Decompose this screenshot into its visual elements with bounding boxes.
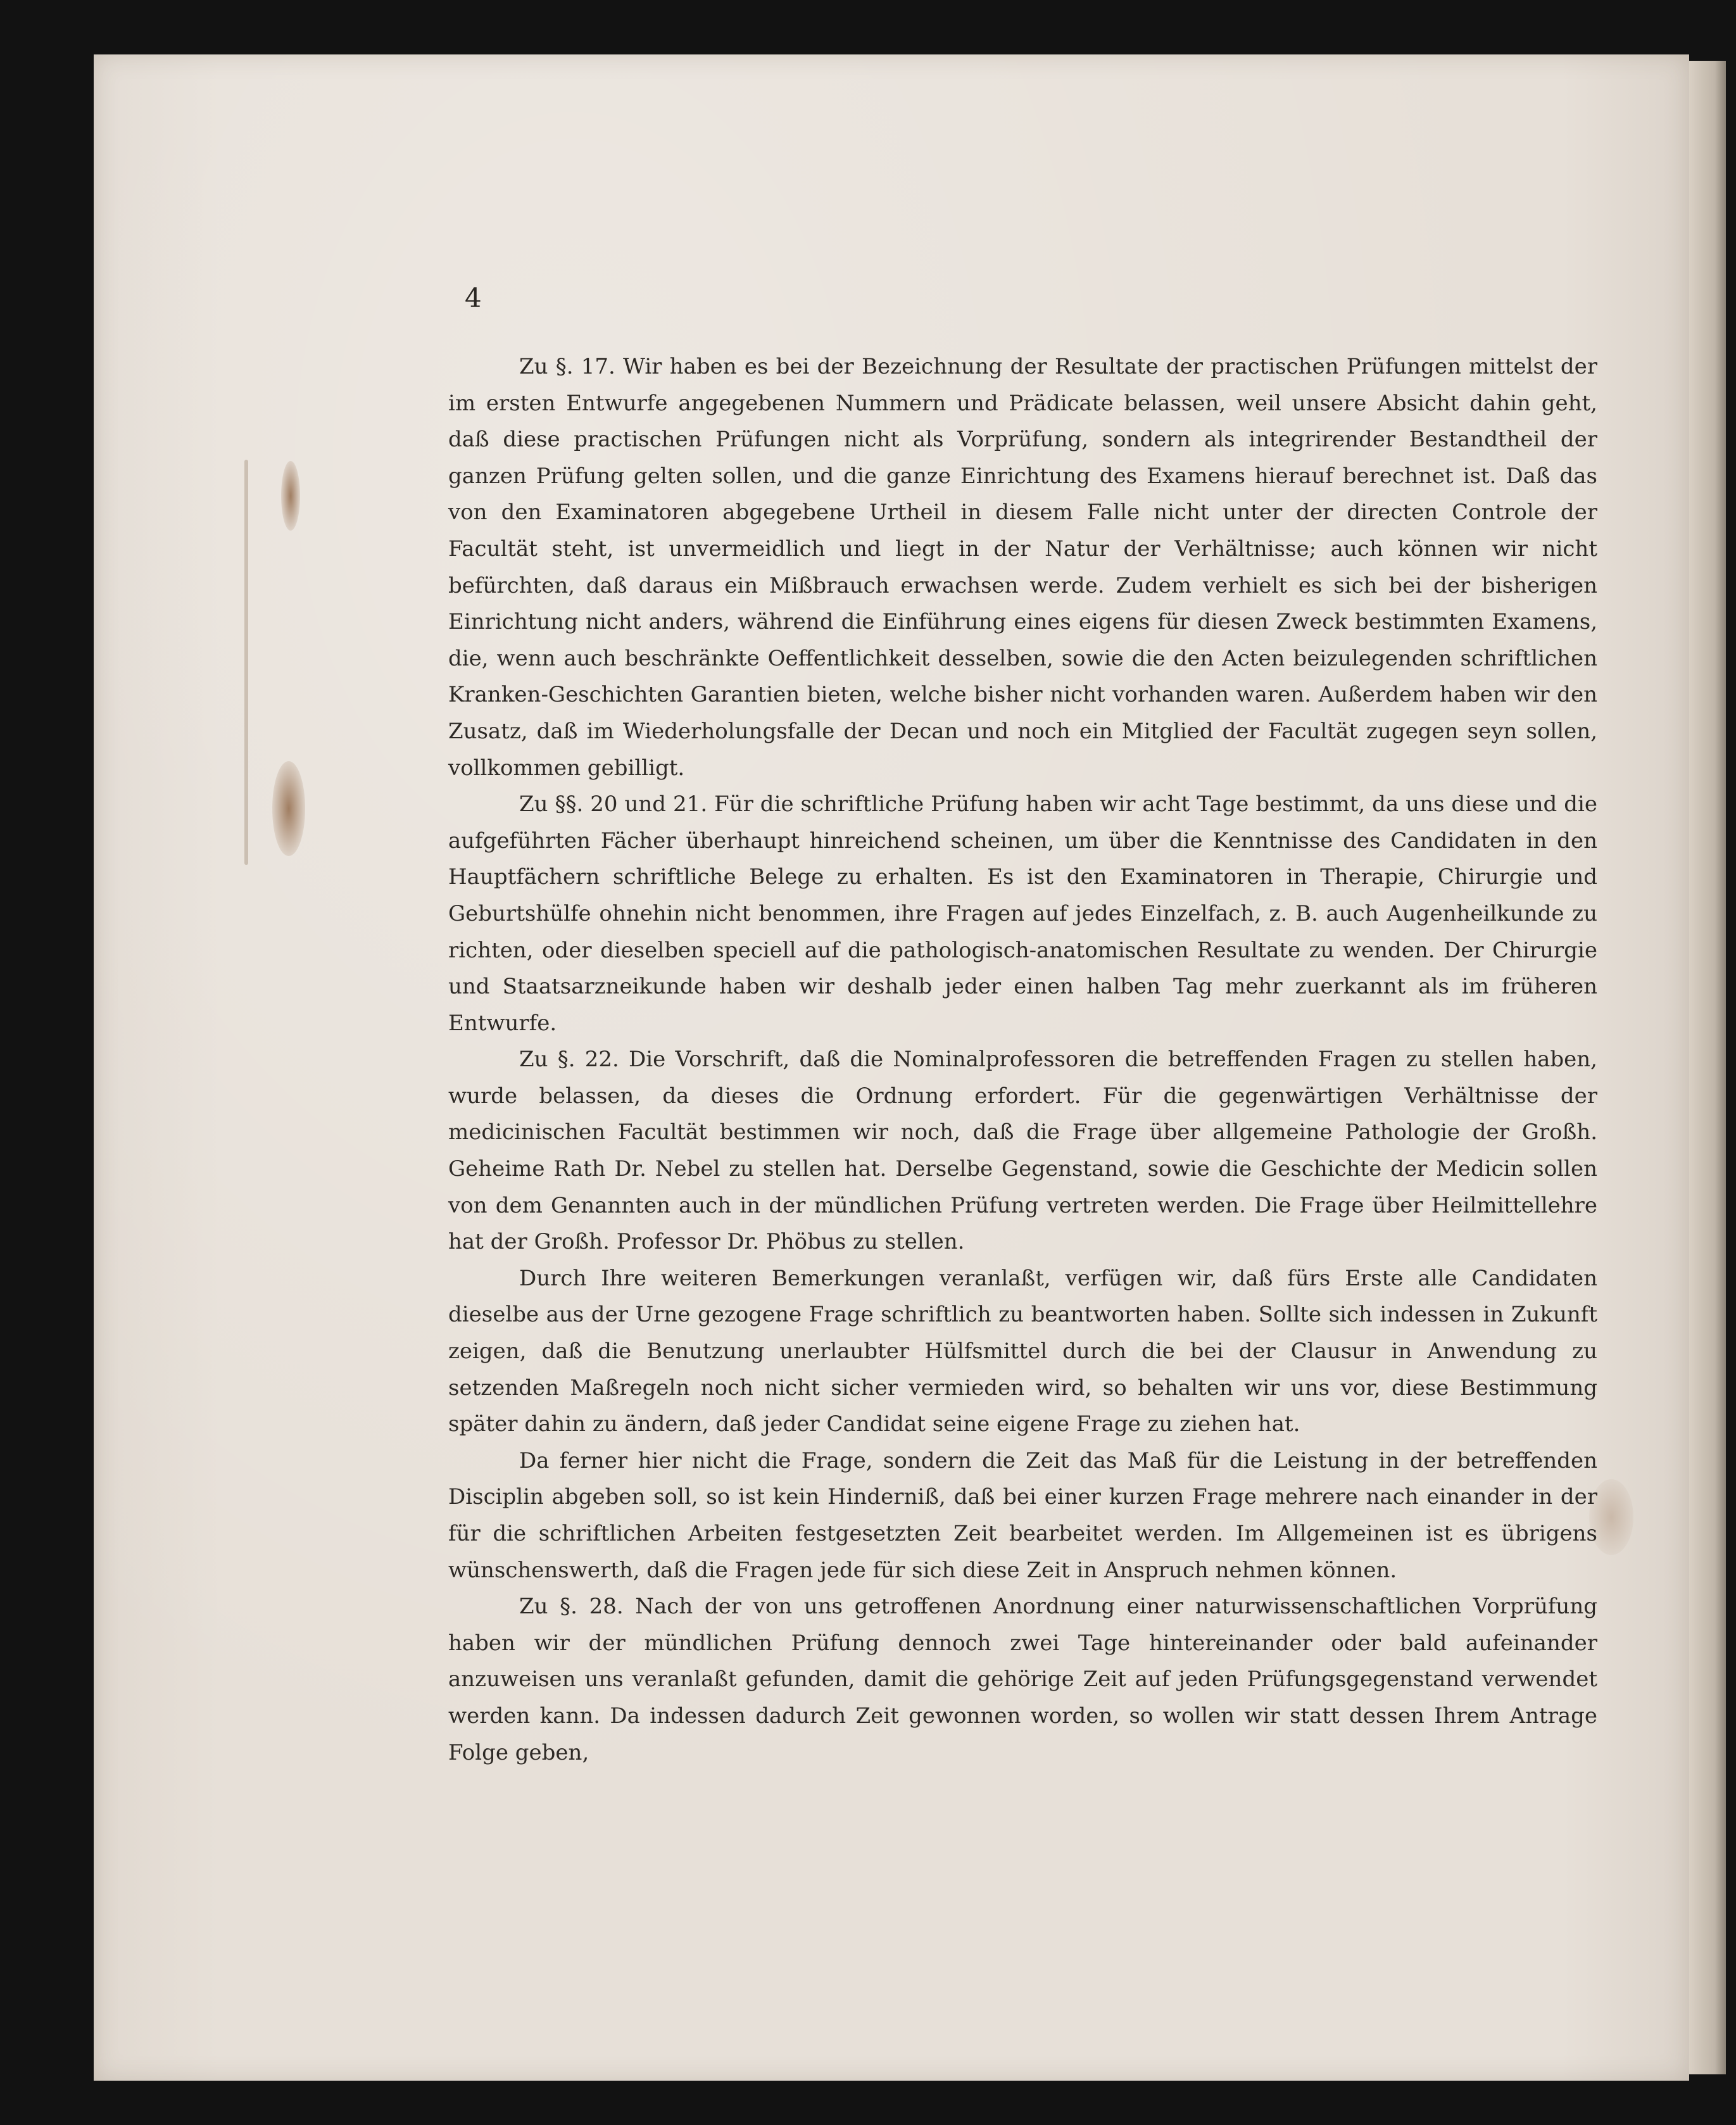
paragraph-17: Zu §. 17. Wir haben es bei der Bezeichnung der Resultate der practischen Prüfungen mittelst der im ersten Entwurfe angegebenen Nummern und Prädicate belassen, weil unsere Absicht dahin geht, daß diese practischen Prüfungen nicht als Vorprüfung, sondern als integrirender Bestandtheil der ganzen Prüfung gelten sollen, und die ganze Einrichtung des Examens hierauf berechnet ist. Daß das von den Examinatoren abgegebene Urtheil in diesem Falle nicht unter der directen Controle der Facultät steht, ist unvermeidlich und liegt in der Natur der Verhältnisse; auch können wir nicht befürchten, daß daraus ein Mißbrauch erwachsen werde. Zudem verhielt es sich bei der bisherigen Einrichtung nicht anders, während die Einführung eines eigens für diesen Zweck bestimmten Examens, die, wenn auch beschränkte Oeffentlichkeit desselben, sowie die den Acten beizulegenden schriftlichen Kranken-Geschichten Garantien bieten, welche bisher nicht vorhanden waren. Außerdem haben wir den Zusatz, daß im Wiederholungsfalle der Decan und noch ein Mitglied der Facultät zugegen seyn sollen, vollkommen gebilligt.: [448, 354, 1597, 781]
paragraph-28: Zu §. 28. Nach der von uns getroffenen Anordnung einer naturwissenschaftlichen Vorprüfung haben wir der mündlichen Prüfung dennoch zwei Tage hintereinander oder bald aufeinander anzuweisen uns veranlaßt gefunden, damit die gehörige Zeit auf jeden Prüfungsgegenstand verwendet werden kann. Da indessen dadurch Zeit gewonnen worden, so wollen wir statt dessen Ihrem Antrage Folge geben,: [448, 1594, 1597, 1765]
document-page: [94, 54, 1689, 2081]
ink-stain: [244, 460, 248, 865]
paragraph-candidates: Durch Ihre weiteren Bemerkungen veranlaßt, verfügen wir, daß fürs Erste alle Candidaten dieselbe aus der Urne gezogene Frage schriftlich zu beantworten haben. Sollte sich indessen in Zukunft zeigen, daß die Benutzung unerlaubter Hülfsmittel durch die bei der Clausur in Anwendung zu setzenden Maßregeln noch nicht sicher vermieden wird, so behalten wir uns vor, diese Bestimmung später dahin zu ändern, daß jeder Candidat seine eigene Frage zu ziehen hat.: [448, 1265, 1597, 1437]
paragraph-time: Da ferner hier nicht die Frage, sondern die Zeit das Maß für die Leistung in der betreffenden Disciplin abgeben soll, so ist kein Hinderniß, daß bei einer kurzen Frage mehrere nach einander in der für die schriftlichen Arbeiten festgesetzten Zeit bearbeitet werden. Im Allgemeinen ist es übrigens wünschenswerth, daß die Fragen jede für sich diese Zeit in Anspruch nehmen können.: [448, 1447, 1597, 1583]
ink-stain: [281, 461, 300, 531]
ink-stain: [272, 761, 305, 856]
page-number: 4: [465, 282, 482, 313]
body-text: [448, 349, 1597, 1771]
paragraph-20-21: Zu §§. 20 und 21. Für die schriftliche Prüfung haben wir acht Tage bestimmt, da uns diese und die aufgeführten Fächer überhaupt hinreichend scheinen, um über die Kenntnisse des Candidaten in den Hauptfächern schriftliche Belege zu erhalten. Es ist den Examinatoren in Therapie, Chirurgie und Geburtshülfe ohnehin nicht benommen, ihre Fragen auf jedes Einzelfach, z. B. auch Augenheilkunde zu richten, oder dieselben speciell auf die pathologisch-anatomischen Resultate zu wenden. Der Chirurgie und Staatsarzneikunde haben wir deshalb jeder einen halben Tag mehr zuerkannt als im früheren Entwurfe.: [448, 791, 1597, 1036]
page-edge: [1689, 61, 1726, 2074]
paragraph-22: Zu §. 22. Die Vorschrift, daß die Nominalprofessoren die betreffenden Fragen zu stellen haben, wurde belassen, da dieses die Ordnung erfordert. Für die gegenwärtigen Verhältnisse der medicinischen Facultät bestimmen wir noch, daß die Frage über allgemeine Pathologie der Großh. Geheime Rath Dr. Nebel zu stellen hat. Derselbe Gegenstand, sowie die Geschichte der Medicin sollen von dem Genannten auch in der mündlichen Prüfung vertreten werden. Die Frage über Heilmittellehre hat der Großh. Professor Dr. Phöbus zu stellen.: [448, 1047, 1597, 1255]
